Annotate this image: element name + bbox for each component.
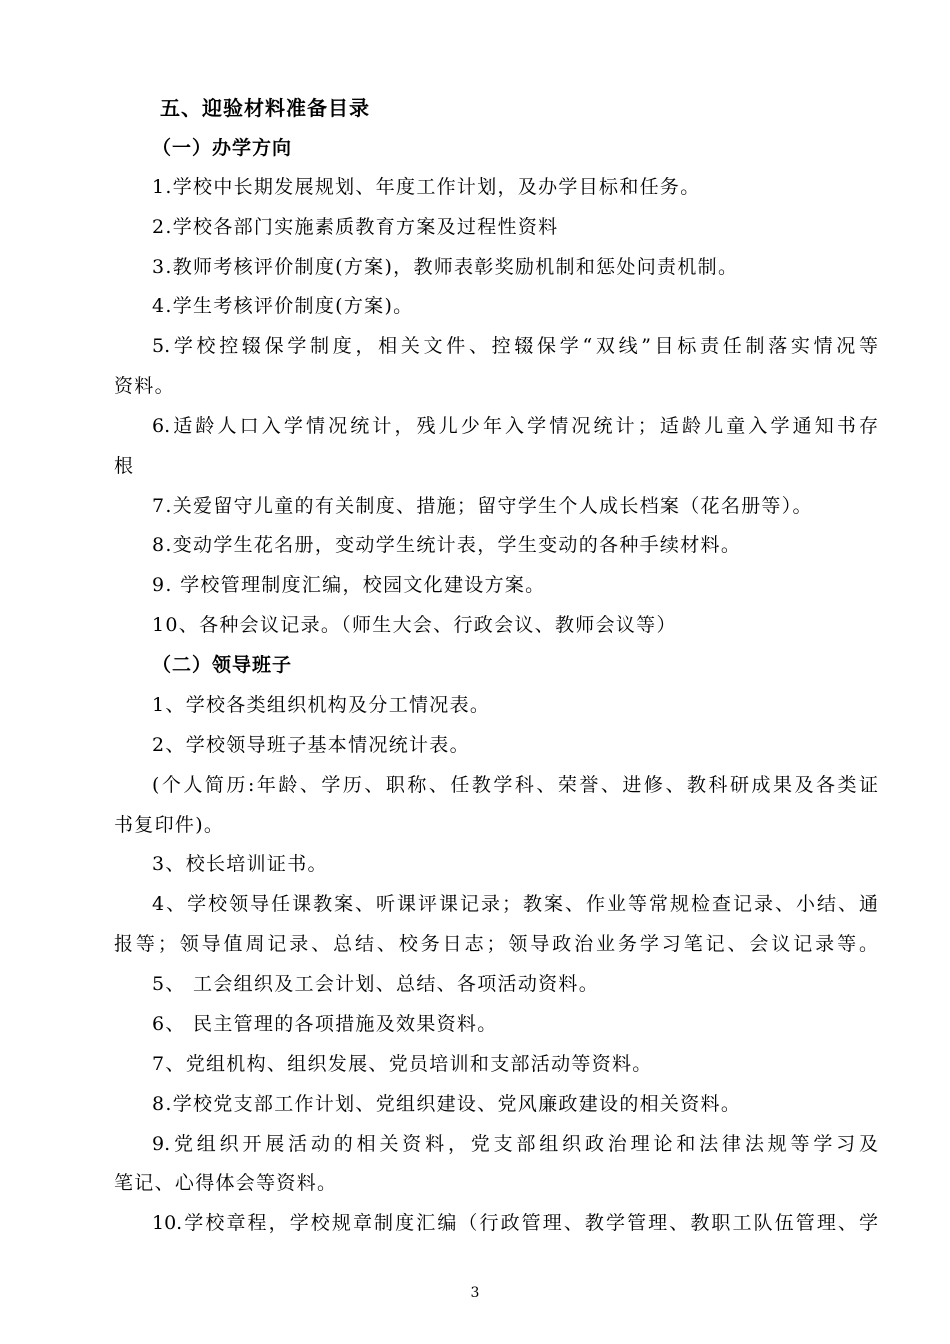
list-item-continuation: 根: [114, 455, 135, 477]
list-item: 7.关爱留守儿童的有关制度、措施；留守学生个人成长档案（花名册等）。: [152, 495, 813, 517]
list-item: 1、学校各类组织机构及分工情况表。: [152, 694, 491, 716]
list-item: 8.学校党支部工作计划、党组织建设、党风廉政建设的相关资料。: [152, 1093, 742, 1115]
list-item: 10.学校章程，学校规章制度汇编（行政管理、教学管理、教职工队伍管理、学: [152, 1212, 878, 1234]
list-item-continuation: 笔记、心得体会等资料。: [114, 1172, 338, 1194]
list-item: 4、学校领导任课教案、听课评课记录；教案、作业等常规检查记录、小结、通: [152, 893, 878, 915]
list-item: 10、各种会议记录。（师生大会、行政会议、教师会议等）: [152, 614, 677, 636]
list-item: 7、党组机构、组织发展、党员培训和支部活动等资料。: [152, 1053, 653, 1075]
list-item-continuation: 书复印件)。: [114, 814, 225, 836]
section-heading: 五、迎验材料准备目录: [160, 96, 370, 120]
list-item: 2、学校领导班子基本情况统计表。: [152, 734, 470, 756]
list-item: 4.学生考核评价制度(方案)。: [152, 295, 414, 317]
list-item: 2.学校各部门实施素质教育方案及过程性资料: [152, 216, 559, 238]
list-item: 8.变动学生花名册，变动学生统计表，学生变动的各种手续材料。: [152, 534, 742, 556]
list-item: 5、 工会组织及工会计划、总结、各项活动资料。: [152, 973, 600, 995]
page-number: 3: [470, 1285, 480, 1301]
list-item: 1.学校中长期发展规划、年度工作计划，及办学目标和任务。: [152, 176, 701, 198]
list-item: 6.适龄人口入学情况统计，残儿少年入学情况统计；适龄儿童入学通知书存: [152, 415, 878, 437]
list-item-continuation: 资料。: [114, 375, 175, 397]
list-item: 5.学校控辍保学制度，相关文件、控辍保学“双线”目标责任制落实情况等: [152, 335, 878, 357]
list-item: 9.党组织开展活动的相关资料，党支部组织政治理论和法律法规等学习及: [152, 1133, 878, 1155]
list-item: 6、 民主管理的各项措施及效果资料。: [152, 1013, 498, 1035]
list-item: 3、校长培训证书。: [152, 853, 328, 875]
list-item-continuation: 报等；领导值周记录、总结、校务日志；领导政治业务学习笔记、会议记录等。: [114, 933, 878, 955]
list-item: 3.教师考核评价制度(方案)，教师表彰奖励机制和惩处问责机制。: [152, 256, 739, 278]
list-item: (个人简历:年龄、学历、职称、任教学科、荣誉、进修、教科研成果及各类证: [152, 774, 878, 796]
subsection-title-direction: （一）办学方向: [152, 137, 293, 159]
subsection-title-leadership: （二）领导班子: [152, 654, 293, 676]
list-item: 9. 学校管理制度汇编，校园文化建设方案。: [152, 574, 546, 596]
